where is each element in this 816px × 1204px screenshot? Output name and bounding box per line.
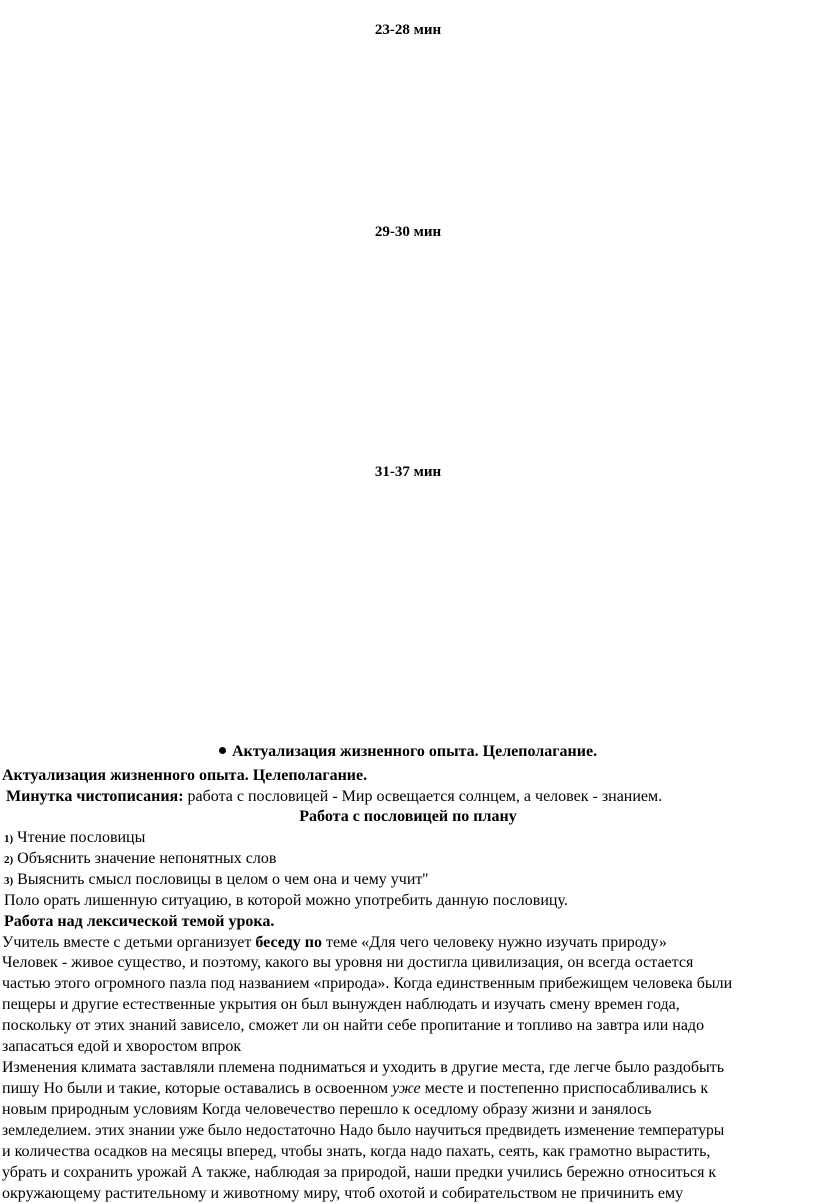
minutka-label: Минутка чистописания:	[6, 788, 184, 805]
plan-item-text: Объяснить значение непонятных слов	[13, 850, 277, 867]
plan-item-2	[4, 848, 276, 871]
plan-item-3	[4, 869, 428, 892]
plan-item-text: Выяснить смысл пословицы в целом о чем она и чему учит''	[13, 871, 429, 888]
para1-line-1: Человек - живое существо, и поэтому, какого вы уровня ни достигла цивилизация, он всегда остается	[2, 954, 694, 971]
bullet-heading-text: Актуализация жизненного опыта. Целеполагание.	[231, 743, 598, 760]
para2-line-7: окружающему растительному и животному миру, чтоб охотой и собирательством не причинить ему	[2, 1185, 684, 1202]
para2-line-3: новым природным условиям Когда человечество перешло к оседлому образу жизни и занялось	[2, 1101, 652, 1118]
para1-line-5: запасаться едой и хворостом впрок	[2, 1038, 242, 1055]
para2-line-1: Изменения климата заставляли племена подниматься и уходить в другие места, где легче было раздобыть	[2, 1059, 725, 1076]
minutka-text: работа с пословицей - Мир освещается солнцем, а человек - знанием.	[183, 788, 663, 805]
para1-line-2: частью этого огромного пазла под названием «природа». Когда единственным прибежищем человека были	[2, 975, 733, 992]
timestamp-23-28: 23-28 мин	[374, 22, 442, 38]
teacher-line	[2, 932, 667, 953]
para2-line-2-italic: уже	[392, 1080, 421, 1097]
para2-line-5: и количества осадков на месяцы вперед, чтобы знать, когда надо пахать, сеять, как грамотно вырастить,	[2, 1143, 711, 1160]
teacher-bold: беседу по	[255, 934, 322, 951]
lexical-title: Работа над лексической темой урока.	[4, 913, 275, 930]
plan-item-number: 3)	[4, 875, 14, 887]
para2-line-2-post: месте и постепенно приспосабливались к	[420, 1080, 709, 1097]
plan-title: Работа с пословицей по плану	[299, 808, 517, 825]
minutka-line	[6, 786, 662, 807]
plan-item-number: 1)	[4, 833, 14, 845]
para2-line-6: убрать и сохранить урожай А также, наблюдая за природой, наши предки учились бережно относиться к	[2, 1164, 717, 1181]
timestamp-31-37: 31-37 мин	[374, 464, 442, 480]
bullet-dot-icon	[219, 747, 226, 754]
teacher-pre: Учитель вместе с детьми организует	[2, 934, 256, 951]
bullet-heading	[0, 743, 816, 761]
teacher-post: теме «Для чего человеку нужно изучать природу»	[321, 934, 667, 951]
plan-item-number: 2)	[4, 854, 14, 866]
para2-line-2	[2, 1078, 708, 1099]
timestamp-29-30: 29-30 мин	[374, 224, 442, 240]
polo-line: Поло орать лишенную ситуацию, в которой можно употребить данную пословицу.	[4, 892, 568, 909]
plan-item-text: Чтение пословицы	[13, 829, 146, 846]
para2-line-4: земледелием. этих знании уже было недостаточно Надо было научиться предвидеть изменение температуры	[2, 1122, 725, 1139]
para1-line-3: пещеры и другие естественные укрытия он был вынужден наблюдать и изучать смену времен года,	[2, 996, 680, 1013]
section-heading: Актуализация жизненного опыта. Целеполагание.	[2, 767, 368, 784]
plan-item-1	[4, 827, 145, 850]
para1-line-4: поскольку от этих знаний зависело, сможет ли он найти себе пропитание и топливо на завтра или надо	[2, 1017, 705, 1034]
para2-line-2-pre: пишу Но были и такие, которые оставались в освоенном	[2, 1080, 393, 1097]
